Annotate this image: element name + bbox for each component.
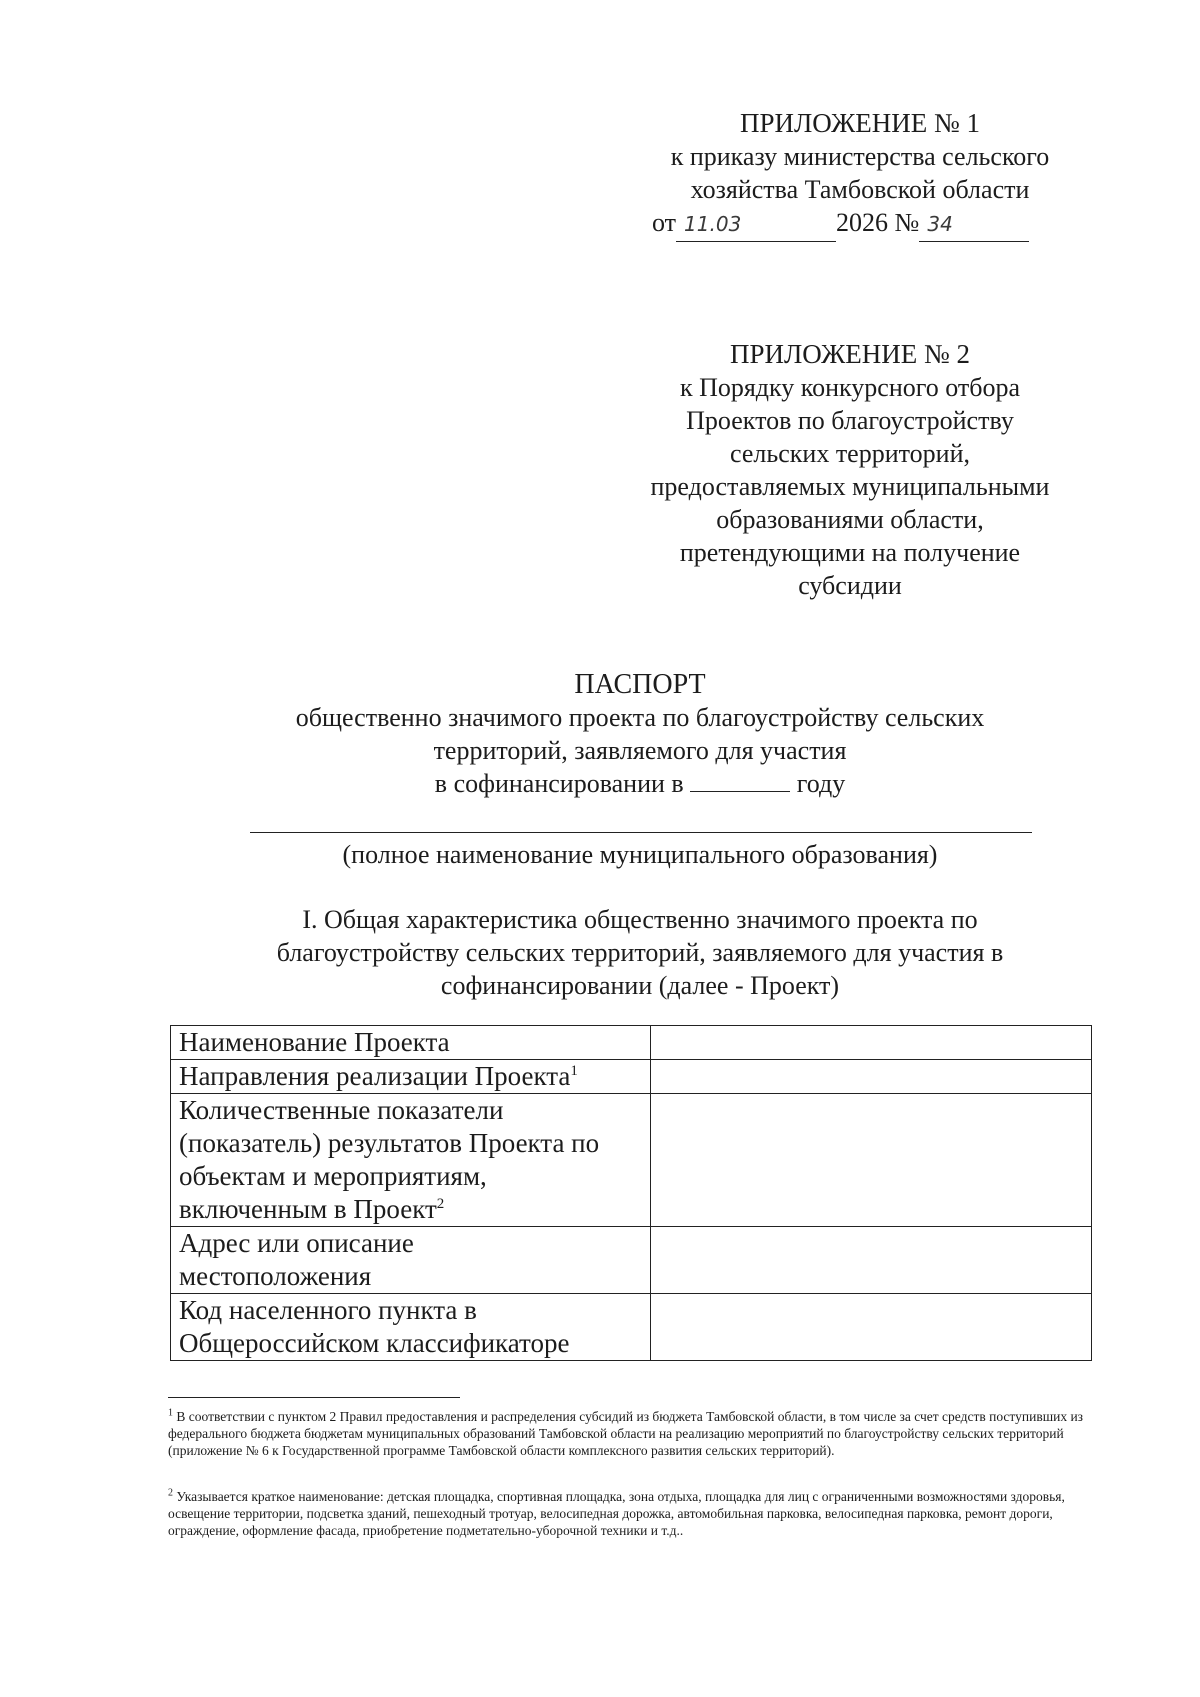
section-1-line-2: благоустройству сельских территорий, заявляемого для участия в: [276, 938, 1004, 967]
address-line-1: Адрес или описание: [179, 1228, 414, 1258]
row-value-directions: [651, 1060, 1092, 1094]
passport-line-1: общественно значимого проекта по благоустройству сельских: [295, 703, 985, 732]
row-label-indicators: [171, 1094, 651, 1227]
indicators-line-1: Количественные показатели: [179, 1095, 504, 1125]
project-passport-table: [170, 1025, 1092, 1361]
appendix-1-date-line: [640, 206, 1080, 242]
address-line-2: местоположения: [179, 1261, 372, 1291]
section-1-heading: [150, 903, 1130, 1002]
footnote-1: [168, 1408, 1100, 1459]
section-1-line-1: I. Общая характеристика общественно значимого проекта по: [302, 905, 978, 934]
row-value-indicators: [651, 1094, 1092, 1227]
appendix-2-line-3: сельских территорий,: [730, 439, 970, 468]
municipality-caption: (полное наименование муниципального образования): [342, 840, 938, 869]
passport-title: ПАСПОРТ: [574, 669, 706, 700]
passport-line-3-prefix: в софинансировании в: [434, 769, 684, 798]
handwritten-number: 34: [927, 212, 953, 236]
footnote-2: [168, 1488, 1100, 1539]
year-number-label: 2026 №: [836, 208, 920, 237]
directions-label-text: Направления реализации Проекта: [179, 1061, 571, 1091]
settlement-code-line-2: Общероссийском классификаторе: [179, 1328, 570, 1358]
indicators-line-3: объектам и мероприятиям,: [179, 1161, 487, 1191]
appendix-2-line-6: претендующими на получение: [679, 538, 1021, 567]
row-value-address: [651, 1227, 1092, 1294]
appendix-2-line-5: образованиями области,: [716, 505, 984, 534]
footnote-2-mark: 2: [168, 1487, 173, 1499]
row-value-project-name: [651, 1026, 1092, 1060]
date-prefix: от: [652, 208, 677, 237]
table-row: [171, 1026, 1092, 1060]
row-label-project-name: Наименование Проекта: [171, 1026, 651, 1060]
row-label-settlement-code: [171, 1294, 651, 1361]
year-blank: [690, 769, 790, 792]
appendix-2-line-2: Проектов по благоустройству: [686, 406, 1014, 435]
appendix-1-line-1: к приказу министерства сельского: [670, 142, 1050, 171]
table-row: [171, 1094, 1092, 1227]
appendix-2-line-4: предоставляемых муниципальными: [650, 472, 1050, 501]
indicators-line-4: [179, 1193, 642, 1226]
footnote-1-mark: 1: [168, 1407, 173, 1419]
indicators-line-2: (показатель) результатов Проекта по: [179, 1128, 600, 1158]
appendix-1-line-2: хозяйства Тамбовской области: [690, 175, 1030, 204]
appendix-2-line-7: субсидии: [798, 571, 902, 600]
passport-line-3-suffix: году: [796, 769, 846, 798]
footnote-2-text: Указывается краткое наименование: детская площадка, спортивная площадка, зона отдыха, площадка для лиц с ограниченными возможностями здоровья, освещение территории, подсветка зданий, пешеходный тротуар, велосипедная дорожка, автомобильная парковка, велосипедная парковка, ремонт дороги, ограждение, оформление фасада, приобретение подметательно-уборочной техники и т.д..: [168, 1489, 1065, 1538]
appendix-2-title: ПРИЛОЖЕНИЕ № 2: [729, 339, 971, 369]
appendix-2-line-1: к Порядку конкурсного отбора: [679, 373, 1021, 402]
table-row: [171, 1227, 1092, 1294]
footnote-ref-1: 1: [570, 1063, 578, 1079]
indicators-line-4-text: включенным в Проект: [179, 1194, 437, 1224]
number-field: [919, 206, 1029, 242]
section-1-line-3: софинансировании (далее - Проект): [440, 971, 840, 1000]
passport-line-2: территорий, заявляемого для участия: [433, 736, 847, 765]
passport-line-3: [150, 767, 1130, 800]
table-row: [171, 1294, 1092, 1361]
row-value-settlement-code: [651, 1294, 1092, 1361]
handwritten-date: 11.03: [684, 212, 742, 236]
appendix-1-header: [640, 107, 1080, 242]
appendix-1-title: ПРИЛОЖЕНИЕ № 1: [739, 108, 981, 138]
row-label-address: [171, 1227, 651, 1294]
table-row: [171, 1060, 1092, 1094]
municipality-name-line: [250, 832, 1032, 833]
passport-heading: [150, 668, 1130, 800]
footnote-1-text: В соответствии с пунктом 2 Правил предоставления и распределения субсидий из бюджета Тамбовской области, в том числе за счет средств поступивших из федерального бюджета бюджетам муниципальных образований Тамбовской области на реализацию мероприятий по благоустройству сельских территорий (приложение № 6 к Государственной программе Тамбовской области комплексного развития сельских территорий).: [168, 1409, 1084, 1458]
appendix-2-header: [630, 338, 1070, 602]
footnote-ref-2: 2: [436, 1196, 445, 1212]
settlement-code-line-1: Код населенного пункта в: [179, 1295, 477, 1325]
footnote-separator: [168, 1397, 460, 1398]
row-label-directions: [171, 1060, 651, 1094]
date-field: [676, 206, 836, 242]
